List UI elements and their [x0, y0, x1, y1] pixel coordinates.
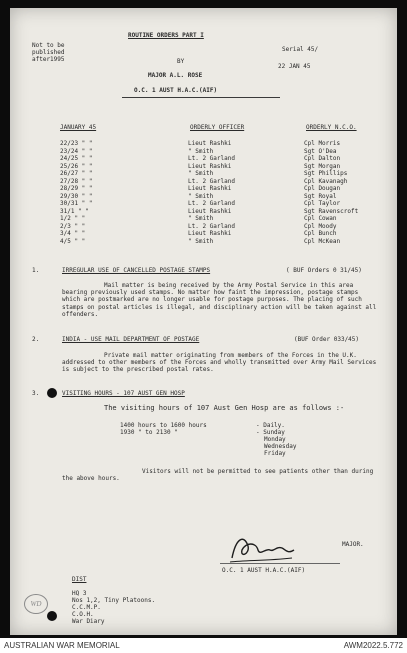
order-by: BY [177, 58, 185, 65]
section-2-heading: INDIA - USE MAIL DEPARTMENT OF POSTAGE [62, 336, 200, 343]
roster-header-nco: ORDERLY N.C.O. [306, 124, 357, 131]
table-row [10, 140, 397, 147]
roster-officer: " Smith [188, 215, 214, 222]
roster-date: 1/2 " " [60, 215, 86, 222]
section-2-body: Private mail matter originating from members of the Forces in the U.K. addressed to other members of the Forces and wholly transmitted over Army Mail Services is subject to the prescribed postal rates. [62, 352, 377, 374]
roster-nco: Sgt Royal [304, 192, 337, 200]
section-1-number: 1. [32, 267, 40, 274]
roster-officer: Lieut Rashki [188, 185, 232, 192]
roster-date: 28/29 " " [60, 185, 93, 192]
table-row [10, 230, 397, 237]
visiting-time-1: 1400 hours to 1600 hours [120, 422, 207, 429]
roster-officer: Lt. 2 Garland [188, 155, 235, 162]
visiting-days-2: - Sunday [256, 429, 285, 436]
table-row [10, 148, 397, 155]
distribution-heading: DIST [72, 576, 87, 583]
roster-date: 22/23 " " [60, 140, 93, 147]
roster-nco: Sgt O'Dea [304, 147, 337, 155]
table-row [10, 223, 397, 230]
roster-nco: Cpl Moody [304, 222, 337, 230]
roster-officer: Lt. 2 Garland [188, 177, 235, 185]
roster-officer: Lieut Rashki [188, 230, 232, 237]
signature-rank: MAJOR. [342, 541, 364, 548]
roster-officer: " Smith [188, 147, 214, 155]
roster-date: 23/24 " " [60, 147, 93, 155]
section-2-ref: (BUF Order 033/45) [294, 336, 360, 343]
roster-nco: Cpl Cowan [304, 215, 337, 222]
roster-officer: Lieut Rashki [188, 140, 232, 147]
document-page [10, 8, 397, 635]
order-serial: Serial 45/ [282, 46, 319, 53]
table-row [10, 178, 397, 185]
section-1-ref: ( BUF Orders 0 31/45) [286, 267, 362, 274]
visiting-days-5: Friday [264, 450, 286, 457]
war-diary-stamp: WD [24, 594, 48, 614]
restriction-line-2: published [32, 49, 65, 56]
roster-nco: Cpl Bunch [304, 230, 337, 237]
roster-officer: " Smith [188, 170, 214, 177]
section-1-body: Mail matter is being received by the Army Postal Service in this area bearing previously used stamps. No matter how faint the impression, postage stamps which are postmarked are no longer usable for postage purposes. The placing of such stamps on postal articles is illegal, and disciplinary action will be taken against all offenders. [62, 282, 377, 318]
visiting-time-2: 1930 " to 2130 " [120, 429, 178, 436]
roster-nco: Sgt Ravenscroft [304, 207, 359, 215]
roster-officer: " Smith [188, 192, 214, 200]
signature-rule [220, 563, 340, 564]
order-major: MAJOR A.L. ROSE [148, 72, 203, 79]
roster-nco: Cpl Dalton [304, 155, 341, 162]
roster-date: 3/4 " " [60, 230, 86, 237]
archive-footer [0, 638, 407, 653]
roster-date: 4/5 " " [60, 237, 86, 245]
table-row [10, 193, 397, 200]
roster-nco: Sgt Phillips [304, 170, 348, 177]
order-title: ROUTINE ORDERS PART I [128, 32, 204, 39]
roster-header-date: JANUARY 45 [60, 124, 97, 131]
visiting-days-1: - Daily. [256, 422, 285, 429]
distribution-line: HQ 3 [72, 590, 87, 597]
footer-accession: AWM2022.5.772 [343, 641, 403, 650]
header-rule [122, 97, 280, 98]
roster-nco: Cpl Dougan [304, 185, 341, 192]
roster-date: 25/26 " " [60, 162, 93, 170]
roster-nco: Sgt Morgan [304, 162, 341, 170]
section-3-closing: Visitors will not be permitted to see patients other than during the above hours. [62, 468, 374, 483]
table-row [10, 155, 397, 162]
roster-date: 24/25 " " [60, 155, 93, 162]
signature-unit: O.C. 1 AUST H.A.C.(AIF) [222, 567, 306, 574]
distribution-line: War Diary [72, 618, 105, 625]
order-oc: O.C. 1 AUST H.A.C.(AIF) [134, 87, 218, 94]
table-row [10, 163, 397, 170]
table-row [10, 215, 397, 222]
section-3-intro: The visiting hours of 107 Aust Gen Hosp are as follows :- [104, 404, 345, 412]
roster-officer: Lt. 2 Garland [188, 200, 235, 207]
section-3-number: 3. [32, 390, 40, 397]
roster-officer: Lieut Rashki [188, 207, 232, 215]
roster-date: 31/1 " " [60, 207, 89, 215]
roster-header-officer: ORDERLY OFFICER [190, 124, 245, 131]
restriction-line-1: Not to be [32, 42, 65, 49]
restriction-line-3: after1995 [32, 56, 65, 63]
roster-officer: " Smith [188, 237, 214, 245]
roster-officer: Lieut Rashki [188, 162, 232, 170]
table-row [10, 208, 397, 215]
section-1-heading: IRREGULAR USE OF CANCELLED POSTAGE STAMPS [62, 267, 211, 274]
table-row [10, 185, 397, 192]
roster-date: 26/27 " " [60, 170, 93, 177]
punch-hole [47, 611, 57, 621]
punch-hole [47, 388, 57, 398]
roster-date: 29/30 " " [60, 192, 93, 200]
section-3-heading: VISITING HOURS - 107 AUST GEN HOSP [62, 390, 185, 397]
roster-officer: Lt. 2 Garland [188, 222, 235, 230]
roster-date: 2/3 " " [60, 222, 86, 230]
signature-mark [226, 528, 298, 568]
table-row [10, 200, 397, 207]
table-row [10, 238, 397, 245]
visiting-days-3: Monday [264, 436, 286, 443]
distribution-line: C.O.H. [72, 611, 94, 618]
section-2-number: 2. [32, 336, 40, 343]
distribution-line: C.C.M.P. [72, 604, 101, 611]
visiting-days-4: Wednesday [264, 443, 297, 450]
table-row [10, 170, 397, 177]
footer-source: AUSTRALIAN WAR MEMORIAL [4, 641, 120, 650]
roster-nco: Cpl McKean [304, 237, 341, 245]
order-date: 22 JAN 45 [278, 63, 311, 70]
roster-date: 27/28 " " [60, 177, 93, 185]
distribution-line: Nos 1,2, Tiny Platoons. [72, 597, 156, 604]
roster-nco: Cpl Taylor [304, 200, 341, 207]
roster-nco: Cpl Kavanagh [304, 177, 348, 185]
roster-date: 30/31 " " [60, 200, 93, 207]
roster-nco: Cpl Morris [304, 140, 341, 147]
